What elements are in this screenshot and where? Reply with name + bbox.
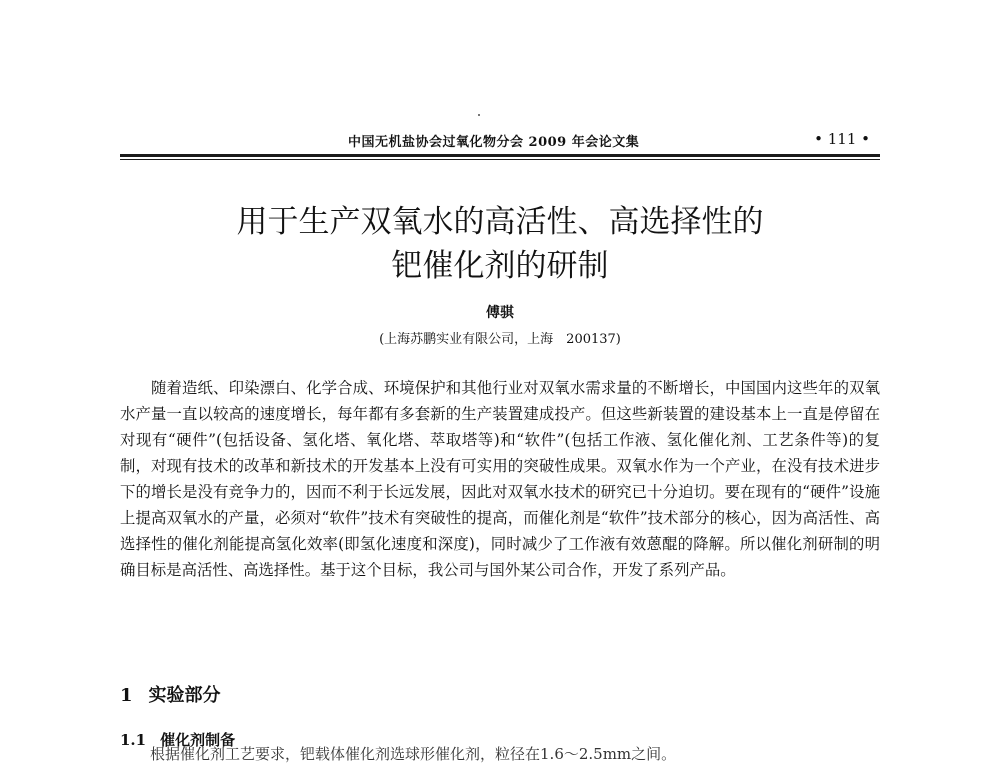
- scan-speck: [478, 114, 480, 116]
- paper-title-line-2: 钯催化剂的研制: [391, 248, 609, 284]
- running-header: [120, 131, 880, 151]
- cutoff-text-line: [150, 745, 880, 763]
- header-rule-thick: [120, 154, 880, 157]
- page-number: • 111 •: [814, 130, 870, 148]
- paper-title: [120, 200, 880, 288]
- cutoff-text: 根据催化剂工艺要求，钯载体催化剂选球形催化剂，粒径在1.6～2.5mm之间。: [150, 745, 677, 763]
- intro-paragraph: 随着造纸、印染漂白、化学合成、环境保护和其他行业对双氧水需求量的不断增长，中国国内这些年的双氧水产量一直以较高的速度增长，每年都有多套新的生产装置建成投产。但这些新装置的建设基本上一直是停留在对现有“硬件”(包括设备、氢化塔、氧化塔、萃取塔等)和“软件”(包括工作液、氢化催化剂、工艺条件等)的复制，对现有技术的改革和新技术的开发基本上没有可实用的突破性成果。双氧水作为一个产业，在没有技术进步下的增长是没有竞争力的，因而不利于长远发展，因此对双氧水技术的研究已十分迫切。要在现有的“硬件”设施上提高双氧水的产量，必须对“软件”技术有突破性的提高，而催化剂是“软件”技术部分的核心，因为高活性、高选择性的催化剂能提高氢化效率(即氢化速度和深度)，同时减少了工作液有效蒽醌的降解。所以催化剂研制的明确目标是高活性、高选择性。基于这个目标，我公司与国外某公司合作，开发了系列产品。: [120, 379, 880, 579]
- paper-title-line-1: 用于生产双氧水的高活性、高选择性的: [236, 204, 764, 240]
- subsection-number: 1.1: [120, 731, 147, 749]
- section-number: 1: [120, 685, 133, 706]
- author-affiliation: (上海苏鹏实业有限公司，上海 200137): [379, 332, 621, 347]
- subsection-title: 催化剂制备: [160, 731, 236, 749]
- journal-title: 中国无机盐协会过氧化物分会 2009 年会论文集: [348, 135, 640, 150]
- section-title: 实验部分: [148, 685, 221, 706]
- author-name: 傅骐: [486, 305, 514, 321]
- section-heading: [120, 681, 221, 707]
- header-rule-thin: [120, 159, 880, 160]
